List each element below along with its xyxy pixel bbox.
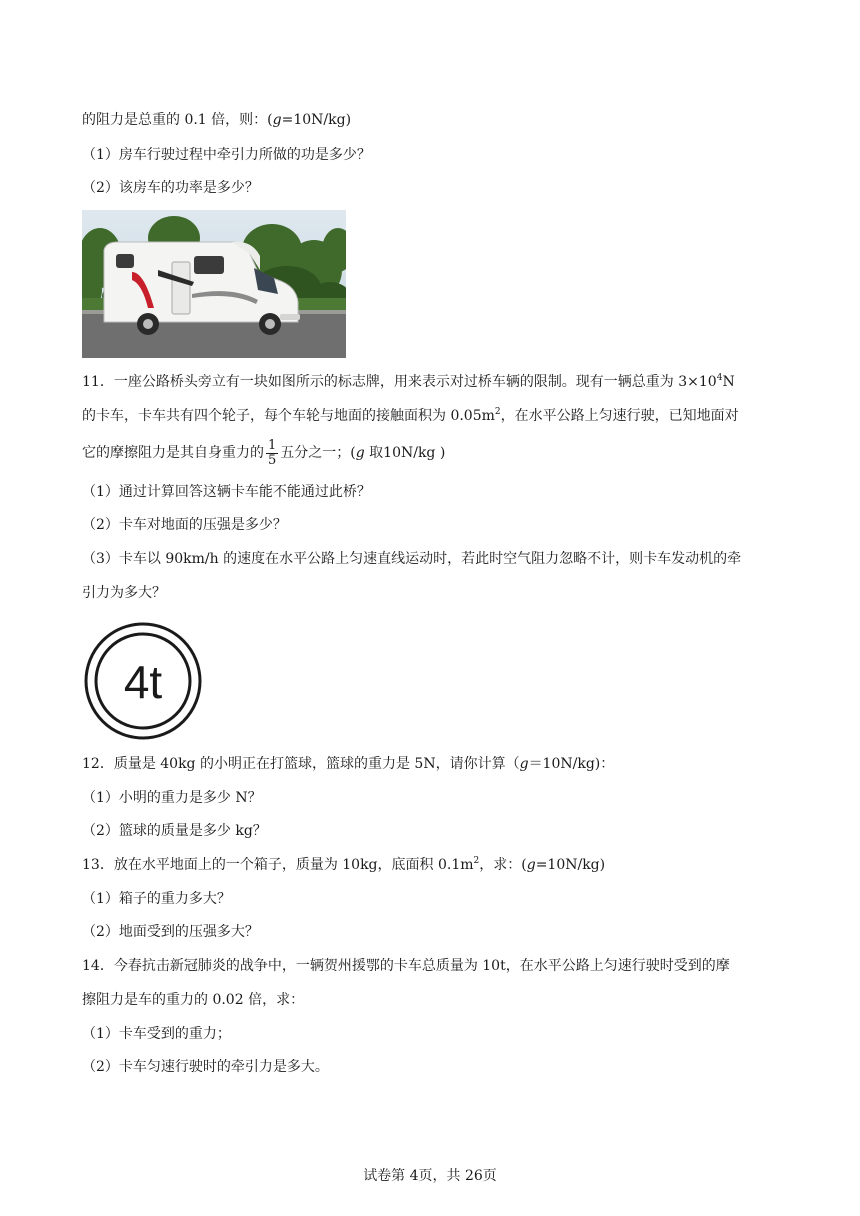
q13-sub2: （2）地面受到的压强多大？ — [82, 924, 259, 940]
g-variable: g — [519, 756, 529, 772]
q13-text: 13．放在水平地面上的一个箱子，质量为 10kg，底面积 0.1m — [82, 857, 474, 873]
q11-line1-text: 11．一座公路桥头旁立有一块如图所示的标志牌，用来表示对过桥车辆的限制。现有一辆总重为 3×10 — [82, 374, 717, 390]
motorhome-photo — [82, 210, 346, 358]
q11-sub3-line2: 引力为多大？ — [82, 585, 166, 601]
q13-mid: ，求：( — [479, 857, 527, 873]
q12-sub2: （2）篮球的质量是多少 kg？ — [82, 823, 267, 839]
q10-intro-line — [82, 110, 351, 130]
q11-line3-tail: 取10N/kg ) — [364, 445, 446, 461]
q11-sub2: （2）卡车对地面的压强是多少？ — [82, 517, 287, 533]
q14-line2: 擦阻力是车的重力的 0.02 倍，求： — [82, 992, 305, 1008]
weight-limit-sign — [84, 622, 202, 740]
q11-line1 — [82, 372, 735, 392]
q11-line1-unit: N — [722, 374, 735, 390]
q13-tail: =10N/kg) — [535, 857, 606, 873]
q11-line2 — [82, 406, 739, 426]
q11-sub3-line1: （3）卡车以 90km/h 的速度在水平公路上匀速直线运动时，若此时空气阻力忽略不计，则卡车发动机的牵 — [82, 551, 742, 567]
fraction — [266, 439, 278, 468]
q13-area-exponent: 2 — [473, 856, 480, 866]
q13-sub1: （1）箱子的重力多大？ — [82, 891, 231, 907]
q14-sub1: （1）卡车受到的重力； — [82, 1026, 231, 1042]
q11-exponent: 4 — [716, 373, 723, 383]
fraction-numerator: 1 — [268, 437, 277, 453]
q14-sub2: （2）卡车匀速行驶时的牵引力是多大。 — [82, 1059, 329, 1075]
q11-line3-mid: 五分之一；( — [280, 445, 356, 461]
fraction-denominator: 5 — [268, 452, 277, 468]
q12-text: 12．质量是 40kg 的小明正在打篮球，篮球的重力是 5N，请你计算（ — [82, 756, 520, 772]
page-footer: 试卷第 4页，共 26页 — [363, 1168, 497, 1184]
q11-sub1: （1）通过计算回答这辆卡车能不能通过此桥？ — [82, 484, 371, 500]
sign-text: 4t — [123, 656, 163, 708]
q11-line2-text: 的卡车，卡车共有四个轮子，每个车轮与地面的接触面积为 0.05m — [82, 408, 495, 424]
q12-line — [82, 754, 614, 774]
q13-line — [82, 855, 605, 875]
q11-line3-text: 它的摩擦阻力是其自身重力的 — [82, 445, 264, 461]
g-variable: g — [526, 857, 536, 873]
q10-sub1: （1）房车行驶过程中牵引力所做的功是多少？ — [82, 147, 371, 163]
g-variable: g — [355, 445, 365, 461]
q11-line2-tail: ，在水平公路上匀速行驶，已知地面对 — [500, 408, 739, 424]
q10-sub2: （2）该房车的功率是多少？ — [82, 180, 259, 196]
q14-line1: 14．今春抗击新冠肺炎的战争中，一辆贺州援鄂的卡车总质量为 10t，在水平公路上匀速行驶时受到的摩 — [82, 958, 730, 974]
q10-intro-text: 的阻力是总重的 0.1 倍，则：( — [82, 112, 273, 128]
q12-sub1: （1）小明的重力是多少 N？ — [82, 790, 262, 806]
q11-line3 — [82, 438, 445, 468]
q12-tail: ＝10N/kg)： — [528, 756, 615, 772]
q10-intro-tail: =10N/kg) — [281, 112, 352, 128]
q11-area-exponent: 2 — [494, 407, 501, 417]
g-variable: g — [272, 112, 282, 128]
